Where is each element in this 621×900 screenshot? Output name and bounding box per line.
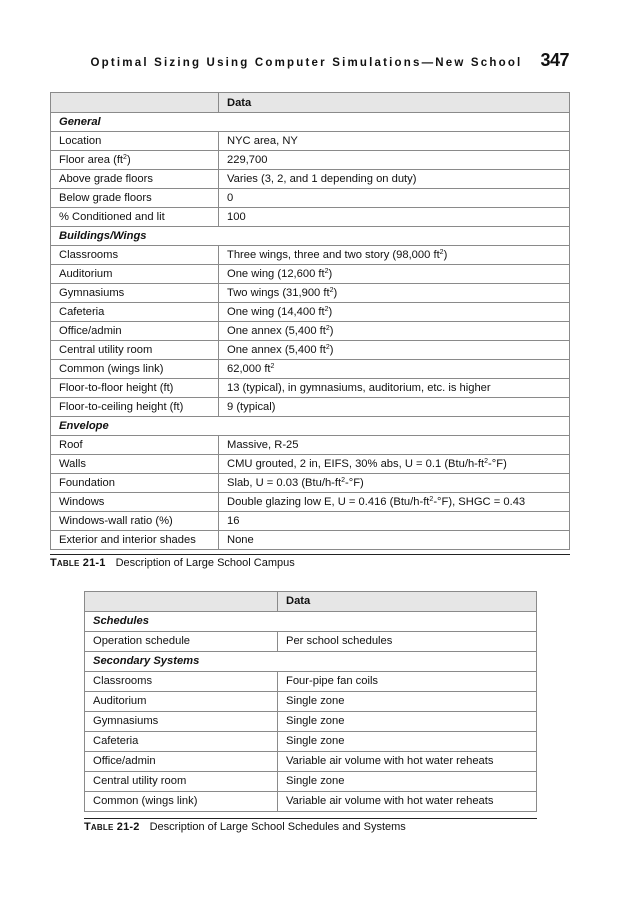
table-row (51, 322, 570, 341)
row-label: Exterior and interior shades (51, 531, 219, 550)
row-value: 16 (219, 512, 570, 531)
table2-caption-text: Description of Large School Schedules and Systems (149, 821, 406, 833)
table2-caption-word: Table (84, 821, 114, 833)
table-body (51, 113, 570, 550)
row-label: Above grade floors (51, 170, 219, 189)
row-value: 62,000 $ft^2$ (219, 360, 570, 379)
row-label: Floor-to-floor height (ft) (51, 379, 219, 398)
row-value: Four-pipe fan coils (278, 672, 537, 692)
table-row (51, 474, 570, 493)
table-row (51, 151, 570, 170)
row-label: Gymnasiums (51, 284, 219, 303)
row-value: Single zone (278, 772, 537, 792)
table-row (51, 379, 570, 398)
row-value: 100 (219, 208, 570, 227)
table-row (51, 132, 570, 151)
table-row (51, 341, 570, 360)
row-value: Single zone (278, 712, 537, 732)
table-row (85, 672, 537, 692)
table-header-row (85, 592, 537, 612)
running-title: Optimal Sizing Using Computer Simulations—New School (90, 57, 523, 69)
row-label: Windows-wall ratio (%) (51, 512, 219, 531)
row-label: Floor area $(ft^2)$ (51, 151, 219, 170)
section-row (85, 652, 537, 672)
row-value: Three wings, three and two story (98,000 $ft^2$) (219, 246, 570, 265)
row-label: Roof (51, 436, 219, 455)
table-row (85, 752, 537, 772)
section-row (51, 227, 570, 246)
header-data-cell: Data (278, 592, 537, 612)
row-value: CMU grouted, 2 in, EIFS, 30% abs, U = 0.1 $(Btu/h-ft^2-^\circ F)$ (219, 455, 570, 474)
table1-caption-word: Table (50, 557, 80, 569)
table2-caption-number: 21-2 (116, 821, 140, 833)
table-row (85, 632, 537, 652)
table1-caption-rule (50, 554, 570, 555)
table-row (85, 732, 537, 752)
row-label: Classrooms (85, 672, 278, 692)
table-row (51, 531, 570, 550)
row-value: Single zone (278, 692, 537, 712)
row-value: 229,700 (219, 151, 570, 170)
section-row (51, 417, 570, 436)
table-row (51, 284, 570, 303)
school-schedules-systems-table (84, 591, 537, 812)
row-label: Classrooms (51, 246, 219, 265)
running-head (91, 50, 570, 70)
table2-caption (84, 821, 406, 833)
table-row (85, 712, 537, 732)
row-label: Central utility room (85, 772, 278, 792)
table-row (51, 360, 570, 379)
row-value: One wing (14,400 $ft^2$) (219, 303, 570, 322)
row-value: One annex (5,400 $ft^2$) (219, 341, 570, 360)
table-row (51, 455, 570, 474)
row-value: 9 (typical) (219, 398, 570, 417)
header-data-cell: Data (219, 93, 570, 113)
section-row (85, 612, 537, 632)
row-value: Massive, R-25 (219, 436, 570, 455)
row-value: NYC area, NY (219, 132, 570, 151)
page-number: 347 (540, 50, 569, 70)
row-value: Variable air volume with hot water reheats (278, 752, 537, 772)
row-value: 13 (typical), in gymnasiums, auditorium, etc. is higher (219, 379, 570, 398)
row-label: Windows (51, 493, 219, 512)
table1-caption (50, 557, 295, 569)
row-value: Double glazing low E, U = 0.416 $(Btu/h-ft^2-^\circ F)$, SHGC = 0.43 (219, 493, 570, 512)
row-value: Single zone (278, 732, 537, 752)
section-title: General (51, 113, 570, 132)
row-value: Variable air volume with hot water reheats (278, 792, 537, 812)
row-value: Per school schedules (278, 632, 537, 652)
section-title: Secondary Systems (85, 652, 537, 672)
row-label: Auditorium (51, 265, 219, 284)
row-value: Slab, U = 0.03 $(Btu/h-ft^2-^\circ F)$ (219, 474, 570, 493)
large-school-campus-table (50, 92, 570, 550)
table-row (85, 792, 537, 812)
row-label: Operation schedule (85, 632, 278, 652)
table2-caption-rule (84, 818, 537, 819)
table-row (51, 170, 570, 189)
row-label: Foundation (51, 474, 219, 493)
row-value: One wing (12,600 $ft^2$) (219, 265, 570, 284)
table-row (51, 189, 570, 208)
section-title: Buildings/Wings (51, 227, 570, 246)
row-label: Gymnasiums (85, 712, 278, 732)
row-value: One annex (5,400 $ft^2$) (219, 322, 570, 341)
table-row (51, 512, 570, 531)
row-label: Office/admin (51, 322, 219, 341)
section-title: Schedules (85, 612, 537, 632)
table1-caption-number: 21-1 (82, 557, 106, 569)
table-body (85, 612, 537, 812)
row-label: Walls (51, 455, 219, 474)
row-label: Cafeteria (85, 732, 278, 752)
row-label: % Conditioned and lit (51, 208, 219, 227)
row-label: Common (wings link) (51, 360, 219, 379)
row-value: 0 (219, 189, 570, 208)
row-label: Location (51, 132, 219, 151)
row-label: Common (wings link) (85, 792, 278, 812)
table-row (51, 265, 570, 284)
table-header-row (51, 93, 570, 113)
table-row (51, 303, 570, 322)
section-title: Envelope (51, 417, 570, 436)
section-row (51, 113, 570, 132)
row-label: Cafeteria (51, 303, 219, 322)
table-row (51, 436, 570, 455)
table-row (51, 493, 570, 512)
table1-caption-text: Description of Large School Campus (115, 557, 295, 569)
row-value: Varies (3, 2, and 1 depending on duty) (219, 170, 570, 189)
table2-caption-label (84, 821, 140, 833)
table1-caption-label (50, 557, 106, 569)
table-row (85, 692, 537, 712)
table-row (51, 398, 570, 417)
header-blank-cell (85, 592, 278, 612)
row-label: Central utility room (51, 341, 219, 360)
header-blank-cell (51, 93, 219, 113)
row-label: Floor-to-ceiling height (ft) (51, 398, 219, 417)
row-value: Two wings (31,900 $ft^2$) (219, 284, 570, 303)
row-value: None (219, 531, 570, 550)
row-label: Office/admin (85, 752, 278, 772)
row-label: Below grade floors (51, 189, 219, 208)
table-row (51, 208, 570, 227)
table-row (85, 772, 537, 792)
table-row (51, 246, 570, 265)
row-label: Auditorium (85, 692, 278, 712)
